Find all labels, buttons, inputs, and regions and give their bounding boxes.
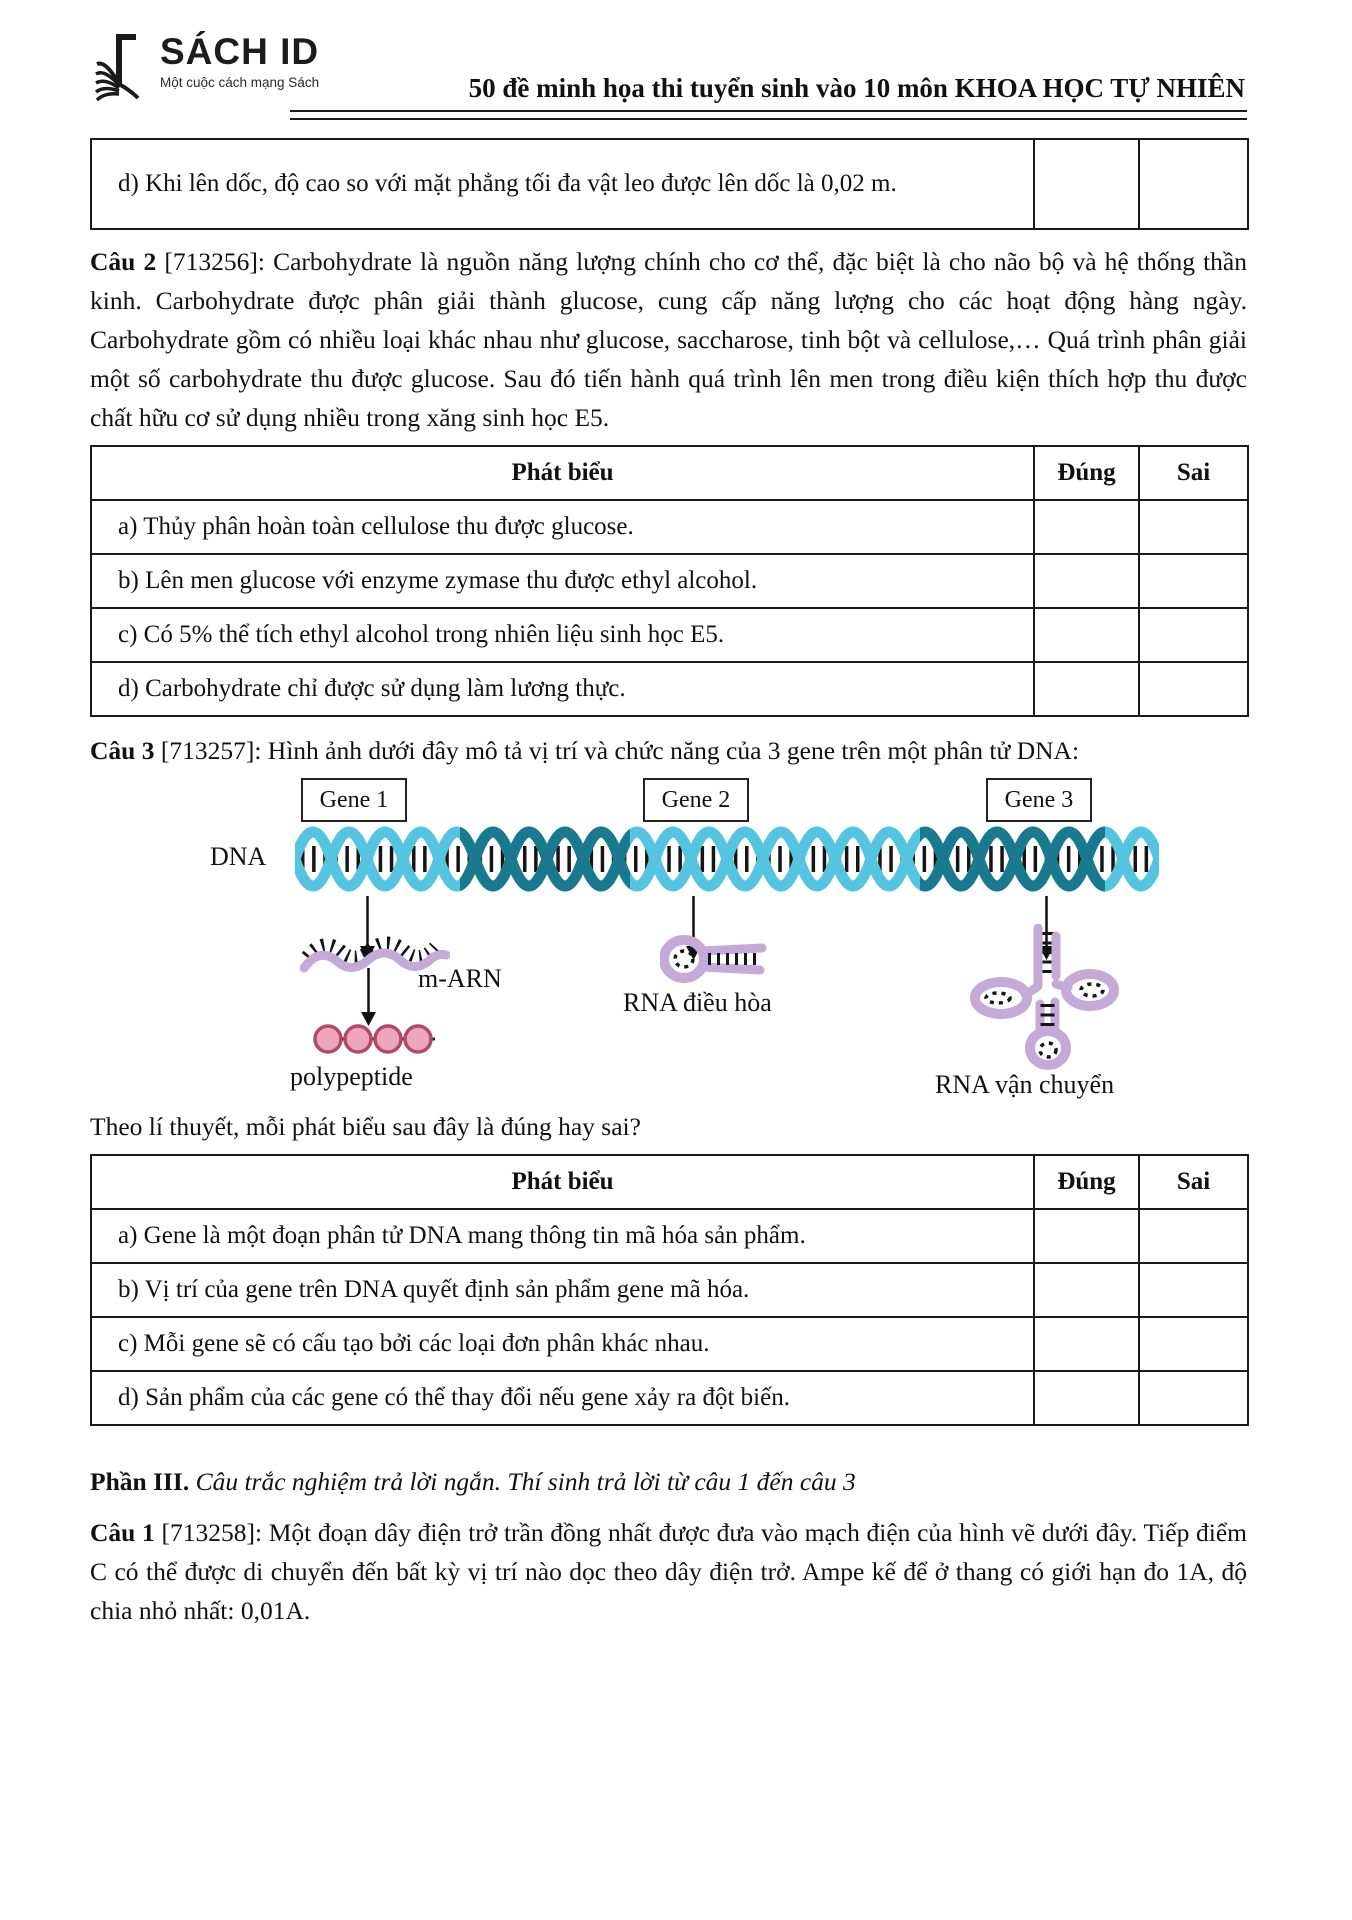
statement-cell: c) Có 5% thể tích ethyl alcohol trong nhiên liệu sinh học E5. (91, 608, 1034, 662)
statement-cell: b) Vị trí của gene trên DNA quyết định sản phẩm gene mã hóa. (91, 1263, 1034, 1317)
sai-answer-cell[interactable] (1139, 662, 1248, 716)
cau2-question-text: Câu 2 [713256]: Carbohydrate là nguồn năng lượng chính cho cơ thể, đặc biệt là cho não bộ và hệ thống thần kinh. Carbohydrate được phân giải thành glucose, cung cấp năng lượng cho các hoạt động hàng ngày. Carbohydrate gồm có nhiều loại khác nhau như glucose, saccharose, tinh bột và cellulose,… Quá trình phân giải một số carbohydrate thu được glucose. Sau đó tiến hành quá trình lên men trong điều kiện thích hợp thu được chất hữu cơ sử dụng nhiều trong xăng sinh học E5. (90, 247, 1247, 432)
header-rule (290, 110, 1247, 120)
polypeptide-graphic (308, 1022, 443, 1056)
dung-answer-cell[interactable] (1034, 139, 1139, 229)
gene1-box: Gene 1 (301, 778, 407, 822)
gene2-box: Gene 2 (643, 778, 749, 822)
table-row (91, 1371, 1248, 1425)
table-row (91, 1263, 1248, 1317)
dung-answer-cell[interactable] (1034, 1263, 1139, 1317)
logo-text: SÁCH ID (160, 31, 320, 72)
statement-cell: d) Carbohydrate chỉ được sử dụng làm lương thực. (91, 662, 1034, 716)
table-header-row (91, 1155, 1248, 1209)
col-dung: Đúng (1034, 446, 1139, 500)
cau3-table (90, 1154, 1249, 1426)
col-sai: Sai (1139, 446, 1248, 500)
table-row (91, 1209, 1248, 1263)
cau2-table (90, 445, 1249, 717)
sai-answer-cell[interactable] (1139, 139, 1248, 229)
dung-answer-cell[interactable] (1034, 1209, 1139, 1263)
cau3-subquestion: Theo lí thuyết, mỗi phát biểu sau đây là đúng hay sai? (90, 1112, 641, 1141)
table-row (91, 662, 1248, 716)
sai-answer-cell[interactable] (1139, 1317, 1248, 1371)
table-row (91, 139, 1248, 229)
cau3-question-text: Câu 3 [713257]: Hình ảnh dưới đây mô tả vị trí và chức năng của 3 gene trên một phân tử DNA: (90, 736, 1080, 765)
dung-answer-cell[interactable] (1034, 1371, 1139, 1425)
statement-cell: b) Lên men glucose với enzyme zymase thu được ethyl alcohol. (91, 554, 1034, 608)
regulatory-rna-graphic (660, 928, 772, 990)
page-header (90, 30, 1247, 130)
cau3-label: Câu 3 (90, 736, 155, 765)
sai-answer-cell[interactable] (1139, 1263, 1248, 1317)
table-row (91, 500, 1248, 554)
gene3-box: Gene 3 (986, 778, 1092, 822)
part3-heading: Phần III. Câu trắc nghiệm trả lời ngắn. Thí sinh trả lời từ câu 1 đến câu 3 (90, 1467, 856, 1496)
table-row (91, 554, 1248, 608)
table-header-row (91, 446, 1248, 500)
dna-helix-graphic (295, 824, 1159, 894)
statement-cell: a) Gene là một đoạn phân tử DNA mang thông tin mã hóa sản phẩm. (91, 1209, 1034, 1263)
col-phat-bieu: Phát biểu (91, 1155, 1034, 1209)
dung-answer-cell[interactable] (1034, 1317, 1139, 1371)
trna-label: RNA vận chuyển (935, 1070, 1115, 1099)
col-dung: Đúng (1034, 1155, 1139, 1209)
book-icon (94, 32, 154, 106)
mrna-label: m-ARN (418, 964, 502, 993)
carry-over-table (90, 138, 1249, 230)
col-sai: Sai (1139, 1155, 1248, 1209)
statement-cell: d) Sản phẩm của các gene có thể thay đổi nếu gene xảy ra đột biến. (91, 1371, 1034, 1425)
sai-answer-cell[interactable] (1139, 1371, 1248, 1425)
sai-answer-cell[interactable] (1139, 500, 1248, 554)
logo-tagline: Một cuộc cách mạng Sách (160, 75, 320, 90)
statement-cell: a) Thủy phân hoàn toàn cellulose thu được glucose. (91, 500, 1034, 554)
page-title: 50 đề minh họa thi tuyển sinh vào 10 môn KHOA HỌC TỰ NHIÊN (468, 73, 1245, 103)
dung-answer-cell[interactable] (1034, 554, 1139, 608)
dna-label: DNA (210, 842, 267, 871)
translation-arrow (361, 968, 376, 1026)
statement-cell: c) Mỗi gene sẽ có cấu tạo bởi các loại đơn phân khác nhau. (91, 1317, 1034, 1371)
trna-graphic (968, 924, 1123, 1074)
regulatory-rna-label: RNA điều hòa (623, 988, 772, 1017)
col-phat-bieu: Phát biểu (91, 446, 1034, 500)
table-row (91, 1317, 1248, 1371)
cau2-label: Câu 2 (90, 247, 157, 276)
sai-answer-cell[interactable] (1139, 608, 1248, 662)
polypeptide-label: polypeptide (290, 1062, 413, 1091)
statement-cell: d) Khi lên dốc, độ cao so với mặt phẳng tối đa vật leo được lên dốc là 0,02 m. (91, 139, 1034, 229)
cau1-label: Câu 1 (90, 1518, 155, 1547)
dung-answer-cell[interactable] (1034, 608, 1139, 662)
sai-answer-cell[interactable] (1139, 554, 1248, 608)
part3-label: Phần III. (90, 1467, 190, 1496)
sachid-logo (94, 32, 319, 106)
table-row (91, 608, 1248, 662)
dung-answer-cell[interactable] (1034, 662, 1139, 716)
dung-answer-cell[interactable] (1034, 500, 1139, 554)
sai-answer-cell[interactable] (1139, 1209, 1248, 1263)
dna-gene-diagram (90, 772, 1247, 1107)
cau1-question-text: Câu 1 [713258]: Một đoạn dây điện trở trần đồng nhất được đưa vào mạch điện của hình vẽ dưới đây. Tiếp điểm C có thể được di chuyển đến bất kỳ vị trí nào dọc theo dây điện trở. Ampe kế để ở thang có giới hạn đo 1A, độ chia nhỏ nhất: 0,01A. (90, 1518, 1247, 1625)
